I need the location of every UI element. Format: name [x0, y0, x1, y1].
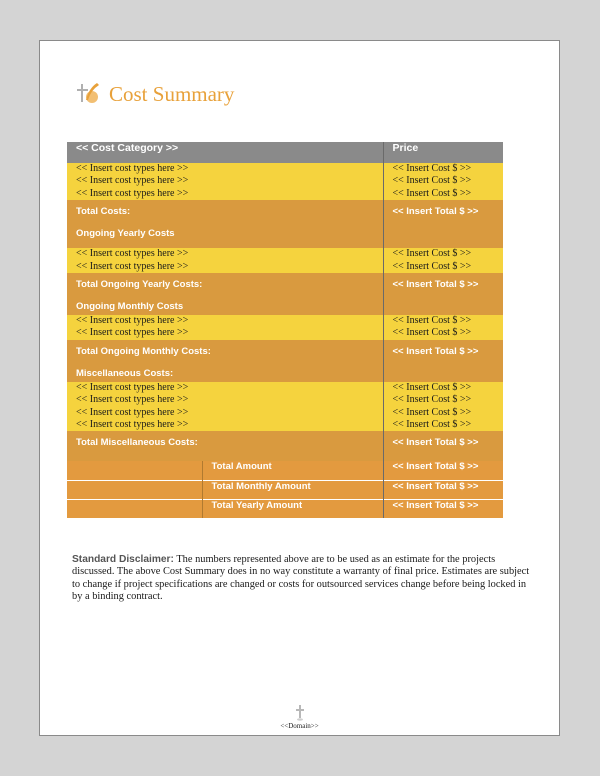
total-value: << Insert Total $ >> — [392, 206, 479, 218]
total-value: << Insert Total $ >> — [392, 279, 479, 291]
table-row — [67, 480, 503, 499]
total-value: << Insert Total $ >> — [392, 437, 479, 449]
cost-price: << Insert Cost $ >> — [392, 327, 472, 339]
footer-domain: <<Domain>> — [280, 722, 319, 730]
monthly-total-label: Total Monthly Amount — [202, 480, 383, 499]
table-row — [67, 163, 503, 200]
table-header — [67, 142, 503, 163]
table-row — [67, 499, 503, 518]
cost-price: << Insert Cost $ >> — [392, 419, 472, 431]
yearly-total-value: << Insert Total $ >> — [383, 499, 503, 518]
cost-price: << Insert Cost $ >> — [392, 187, 472, 199]
cost-type-item: << Insert cost types here >> — [76, 381, 189, 393]
total-label: Total Miscellaneous Costs: — [76, 437, 198, 449]
cost-type-item: << Insert cost types here >> — [76, 187, 189, 199]
cost-price: << Insert Cost $ >> — [392, 315, 472, 327]
total-label: Total Ongoing Yearly Costs: — [76, 279, 203, 291]
section-heading: Ongoing Monthly Costs — [76, 301, 184, 313]
cost-type-item: << Insert cost types here >> — [76, 248, 189, 260]
disclaimer — [72, 554, 532, 603]
grand-total-label: Total Amount — [202, 461, 383, 480]
table-row — [67, 200, 503, 248]
cost-price: << Insert Cost $ >> — [392, 381, 472, 393]
quill-logo-icon — [75, 80, 103, 108]
table-row — [67, 431, 503, 461]
document-page — [39, 40, 560, 736]
cost-type-item: << Insert cost types here >> — [76, 175, 189, 187]
cost-type-item: << Insert cost types here >> — [76, 406, 189, 418]
cost-price: << Insert Cost $ >> — [392, 406, 472, 418]
cost-type-item: << Insert cost types here >> — [76, 394, 189, 406]
table-row — [67, 273, 503, 315]
cost-price: << Insert Cost $ >> — [392, 175, 472, 187]
table-row — [67, 461, 503, 480]
page-title: Cost Summary — [109, 81, 235, 106]
cost-price: << Insert Cost $ >> — [392, 248, 472, 260]
total-label: Total Costs: — [76, 206, 131, 218]
cost-price: << Insert Cost $ >> — [392, 163, 472, 174]
disclaimer-lead: Standard Disclaimer: — [72, 554, 174, 565]
grand-total-value: << Insert Total $ >> — [383, 461, 503, 480]
page-footer — [40, 705, 559, 730]
cost-type-item: << Insert cost types here >> — [76, 163, 189, 174]
cross-icon — [295, 705, 305, 721]
cost-type-item: << Insert cost types here >> — [76, 260, 189, 272]
header-category: << Cost Category >> — [67, 142, 383, 163]
total-value: << Insert Total $ >> — [392, 345, 479, 357]
table-row — [67, 315, 503, 340]
section-heading: Ongoing Yearly Costs — [76, 228, 175, 240]
monthly-total-value: << Insert Total $ >> — [383, 480, 503, 499]
title-block — [75, 79, 234, 109]
cost-price: << Insert Cost $ >> — [392, 394, 472, 406]
header-price: Price — [383, 142, 503, 163]
table-row — [67, 340, 503, 382]
table-row — [67, 248, 503, 273]
total-label: Total Ongoing Monthly Costs: — [76, 345, 211, 357]
disclaimer-text: The numbers represented above are to be used as an estimate for the projects discussed. The above Cost Summary does in no way constitute a warranty of final price. Estimates are subject to change if project specifications are changed or costs for outsourced services change before being locked in by a binding contract. — [72, 554, 530, 602]
cost-type-item: << Insert cost types here >> — [76, 419, 189, 431]
cost-price: << Insert Cost $ >> — [392, 260, 472, 272]
table-row — [67, 382, 503, 432]
cost-table — [67, 142, 503, 518]
section-heading: Miscellaneous Costs: — [76, 367, 174, 379]
cost-type-item: << Insert cost types here >> — [76, 327, 189, 339]
yearly-total-label: Total Yearly Amount — [202, 499, 383, 518]
cost-type-item: << Insert cost types here >> — [76, 315, 189, 327]
